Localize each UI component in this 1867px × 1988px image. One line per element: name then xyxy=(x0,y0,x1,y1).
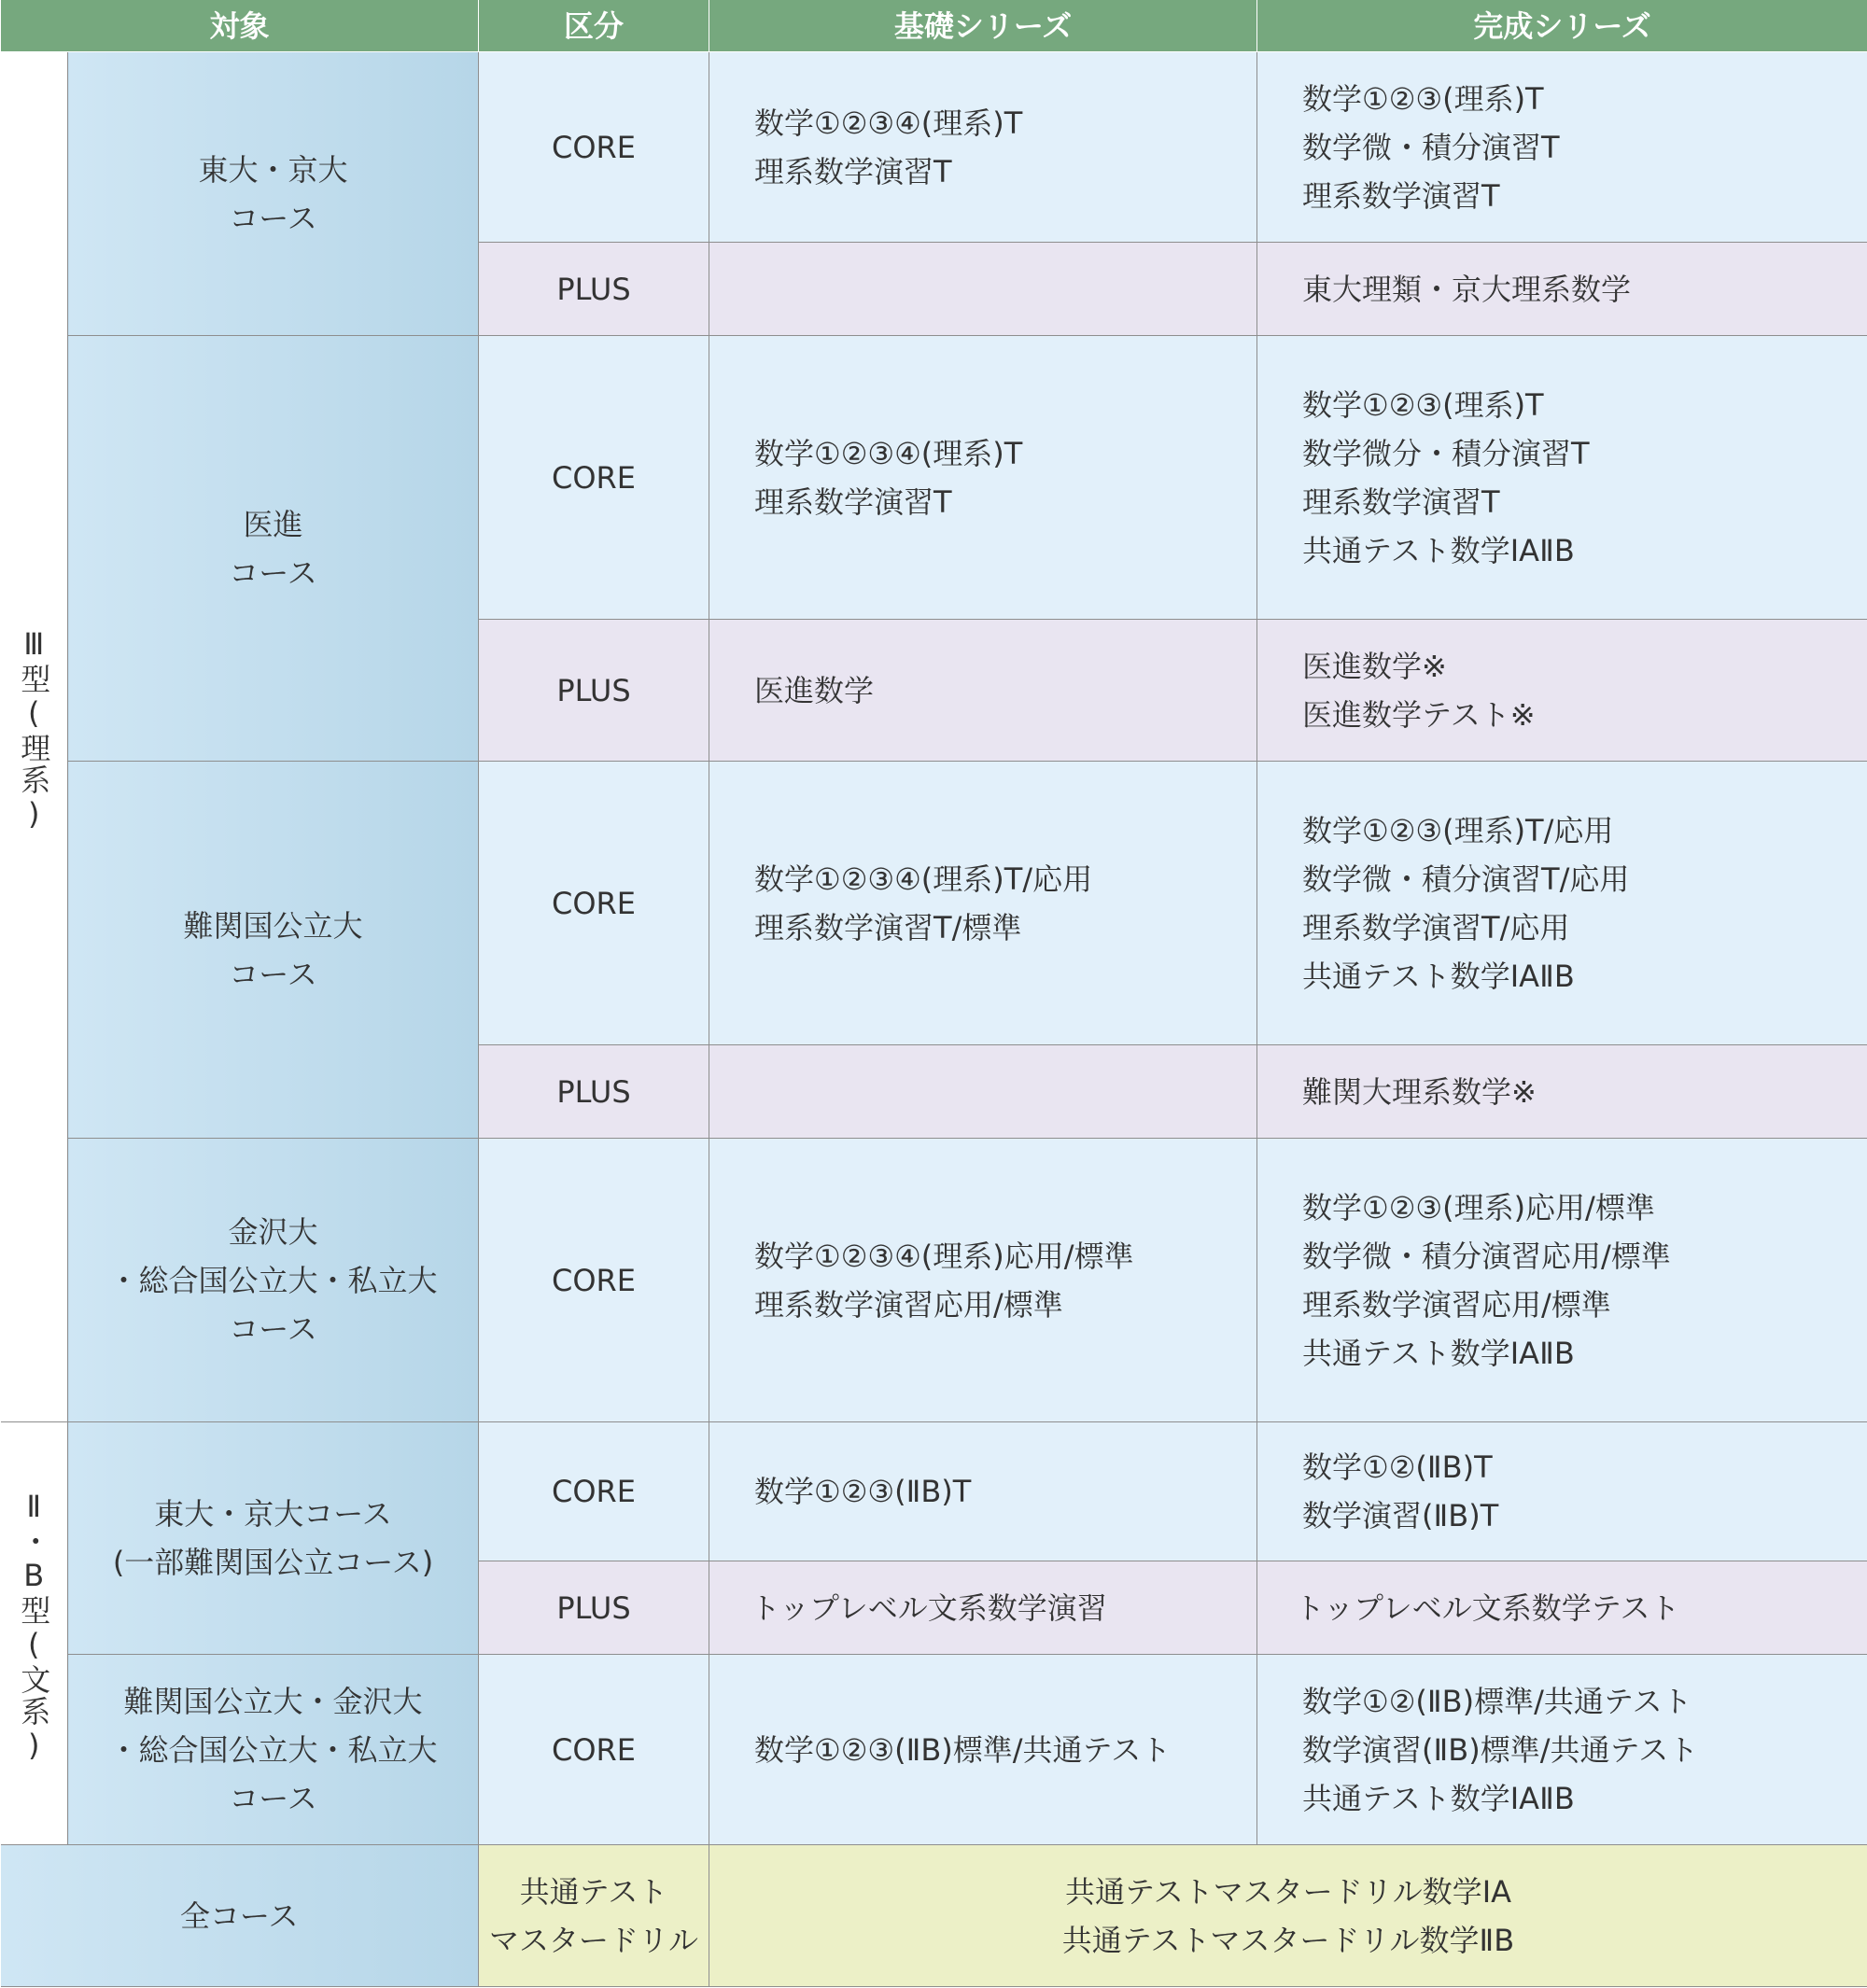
header-row xyxy=(1,0,1867,52)
kubun-core: CORE xyxy=(479,52,709,243)
kiso-cell xyxy=(709,243,1257,336)
kansei-cell: 数学①②(ⅡB)標準/共通テスト 数学演習(ⅡB)標準/共通テスト 共通テスト数学ⅠAⅡB xyxy=(1257,1655,1867,1845)
master-drill-cell: 共通テストマスタードリル数学ⅠA 共通テストマスタードリル数学ⅡB xyxy=(709,1845,1867,1987)
type-bunkei: Ⅱ・B型(文系) xyxy=(1,1422,68,1845)
kansei-cell: 数学①②(ⅡB)T 数学演習(ⅡB)T xyxy=(1257,1422,1867,1561)
type-rikei: Ⅲ型(理系) xyxy=(1,52,68,1422)
header-kiso: 基礎シリーズ xyxy=(709,0,1257,52)
kubun-core: CORE xyxy=(479,1139,709,1422)
kansei-cell: トップレベル文系数学テスト xyxy=(1257,1561,1867,1655)
course-all: 全コース xyxy=(1,1845,479,1987)
course-todai-bunkei: 東大・京大コース (一部難関国公立コース) xyxy=(68,1422,479,1655)
kubun-core: CORE xyxy=(479,1655,709,1845)
kiso-cell: 数学①②③(ⅡB)標準/共通テスト xyxy=(709,1655,1257,1845)
kubun-master-drill: 共通テスト マスタードリル xyxy=(479,1845,709,1987)
kubun-plus: PLUS xyxy=(479,1045,709,1139)
course-ishin: 医進 コース xyxy=(68,336,479,762)
course-nankan-bunkei: 難関国公立大・金沢大 ・総合国公立大・私立大 コース xyxy=(68,1655,479,1845)
header-kubun: 区分 xyxy=(479,0,709,52)
table-row xyxy=(1,336,1867,620)
kiso-cell: 数学①②③④(理系)T 理系数学演習T xyxy=(709,52,1257,243)
table-row xyxy=(1,1655,1867,1845)
table-row xyxy=(1,52,1867,243)
kiso-cell: 数学①②③④(理系)応用/標準 理系数学演習応用/標準 xyxy=(709,1139,1257,1422)
kiso-cell xyxy=(709,1045,1257,1139)
kansei-cell: 数学①②③(理系)T/応用 数学微・積分演習T/応用 理系数学演習T/応用 共通テスト数学ⅠAⅡB xyxy=(1257,762,1867,1045)
header-kansei: 完成シリーズ xyxy=(1257,0,1867,52)
kubun-core: CORE xyxy=(479,336,709,620)
kubun-core: CORE xyxy=(479,1422,709,1561)
kansei-cell: 医進数学※ 医進数学テスト※ xyxy=(1257,620,1867,762)
kiso-cell: トップレベル文系数学演習 xyxy=(709,1561,1257,1655)
header-target: 対象 xyxy=(1,0,479,52)
kansei-cell: 難関大理系数学※ xyxy=(1257,1045,1867,1139)
course-nankan: 難関国公立大 コース xyxy=(68,762,479,1139)
table-row xyxy=(1,762,1867,1045)
kiso-cell: 医進数学 xyxy=(709,620,1257,762)
kansei-cell: 東大理類・京大理系数学 xyxy=(1257,243,1867,336)
kansei-cell: 数学①②③(理系)T 数学微分・積分演習T 理系数学演習T 共通テスト数学ⅠAⅡB xyxy=(1257,336,1867,620)
kubun-plus: PLUS xyxy=(479,243,709,336)
kansei-cell: 数学①②③(理系)応用/標準 数学微・積分演習応用/標準 理系数学演習応用/標準 共通テスト数学ⅠAⅡB xyxy=(1257,1139,1867,1422)
course-todai: 東大・京大 コース xyxy=(68,52,479,336)
kubun-plus: PLUS xyxy=(479,620,709,762)
course-kanazawa: 金沢大 ・総合国公立大・私立大 コース xyxy=(68,1139,479,1422)
kansei-cell: 数学①②③(理系)T 数学微・積分演習T 理系数学演習T xyxy=(1257,52,1867,243)
kiso-cell: 数学①②③④(理系)T 理系数学演習T xyxy=(709,336,1257,620)
table-row xyxy=(1,1139,1867,1422)
kubun-plus: PLUS xyxy=(479,1561,709,1655)
kiso-cell: 数学①②③④(理系)T/応用 理系数学演習T/標準 xyxy=(709,762,1257,1045)
table-row xyxy=(1,1845,1867,1987)
table-row xyxy=(1,1422,1867,1561)
kiso-cell: 数学①②③(ⅡB)T xyxy=(709,1422,1257,1561)
kubun-core: CORE xyxy=(479,762,709,1045)
